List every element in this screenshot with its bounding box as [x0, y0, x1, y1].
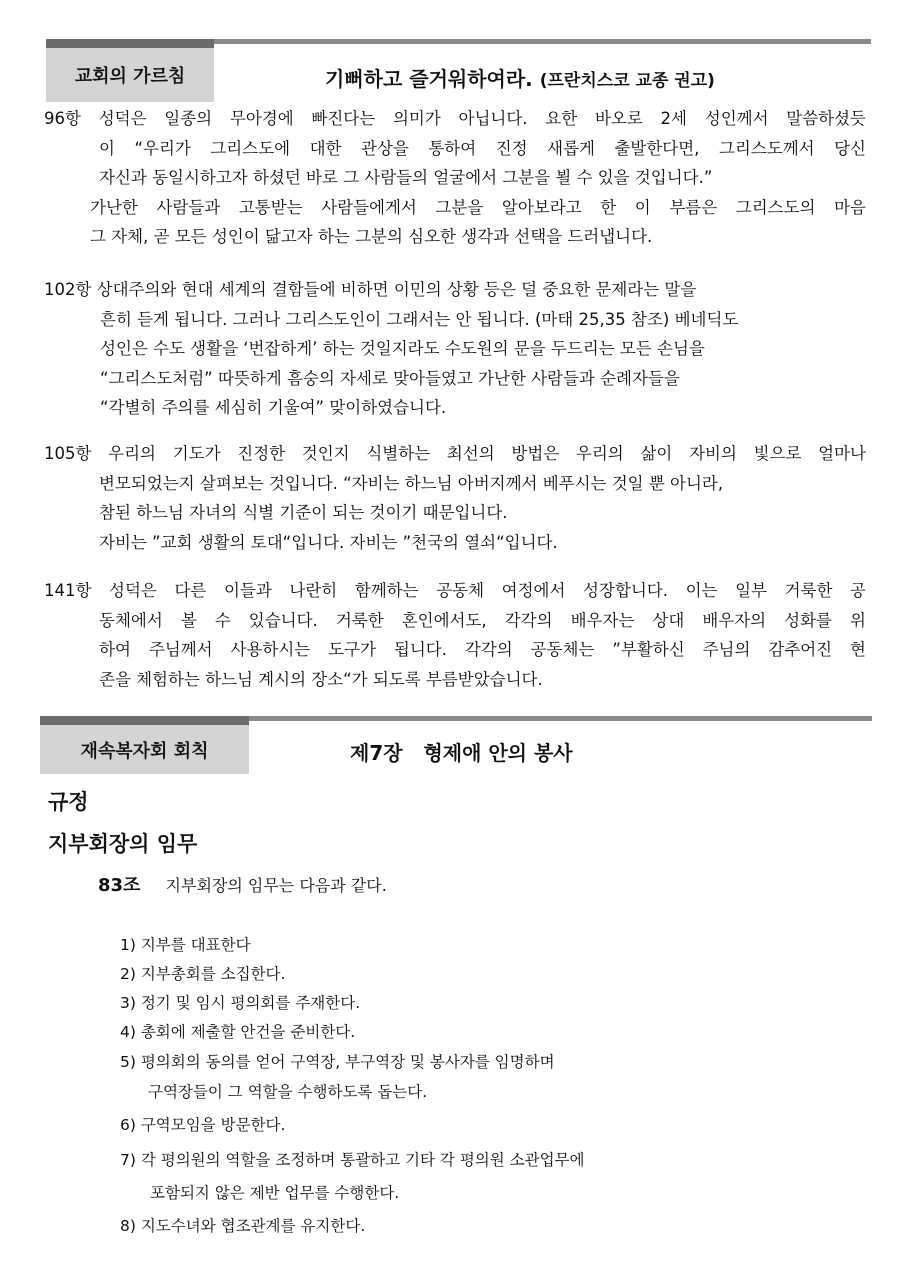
text-line: 하여 주님께서 사용하시는 도구가 됩니다. 각각의 공동체는 ”부활하신 주님의 감추어진 현	[99, 640, 866, 659]
text-line: 이 “우리가 그리스도에 대한 관상을 통하여 진정 새롭게 출발한다면, 그리스도께서 당신	[99, 138, 866, 158]
list-item: 1) 지부를 대표한다	[120, 936, 251, 954]
text-line: 자비는 ”교회 생활의 토대“입니다. 자비는 ”천국의 열쇠“입니다.	[99, 532, 558, 552]
text-line: 흔히 듣게 됩니다. 그러나 그리스도인이 그래서는 안 됩니다. (마태 25,35 참조) 베네딕도	[100, 309, 739, 329]
list-item: 3) 정기 및 임시 평의회를 주재한다.	[120, 994, 361, 1012]
section-tab: 재속복자회 회칙	[40, 725, 249, 774]
text-line: 자신과 동일시하고자 하셨던 바로 그 사람들의 얼굴에서 그분을 뵐 수 있을 것입니다.”	[99, 168, 713, 187]
article-number: 83조	[98, 875, 141, 896]
section-title: 제7장 형제애 안의 봉사	[350, 741, 573, 765]
paragraph-141	[44, 576, 866, 694]
list-item: 8) 지도수녀와 협조관계를 유지한다.	[120, 1217, 366, 1235]
text-line: 존을 체험하는 하느님 계시의 장소“가 되도록 부름받았습니다.	[99, 669, 543, 689]
list-item: 6) 구역모임을 방문한다.	[120, 1116, 286, 1134]
text-line: 102항 상대주의와 현대 세계의 결함들에 비하면 이민의 상황 등은 덜 중요한 문제라는 말을	[44, 280, 697, 299]
list-item: 2) 지부총회를 소집한다.	[120, 965, 286, 983]
text-line: 성인은 수도 생활을 ‘번잡하게’ 하는 것일지라도 수도원의 문을 두드리는 모든 손님을	[100, 339, 705, 358]
heading-duties: 지부회장의 임무	[48, 832, 198, 856]
article-83	[98, 871, 387, 897]
text-line: 그 자체, 곧 모든 성인이 닮고자 하는 그분의 심오한 생각과 선택을 드러냅니다.	[90, 227, 653, 246]
header-bar	[46, 39, 214, 48]
text-line: 변모되었는지 살펴보는 것입니다. “자비는 하느님 아버지께서 베푸시는 것일 뿐 아니라,	[99, 473, 724, 493]
text-line: “각별히 주의를 세심히 기울여” 맞이하였습니다.	[100, 398, 447, 417]
text-line: 참된 하느님 자녀의 식별 기준이 되는 것이기 때문입니다.	[99, 503, 508, 522]
section-tab: 교회의 가르침	[46, 48, 214, 102]
paragraph-96	[44, 104, 866, 252]
title-main: 기뻐하고 즐거워하여라.	[325, 67, 533, 91]
section-title	[325, 63, 715, 92]
text-line: 가난한 사람들과 고통받는 사람들에게서 그분을 알아보라고 한 이 부름은 그리스도의 마음	[90, 197, 866, 217]
heading-regulations: 규정	[48, 790, 89, 814]
title-sub: (프란치스코 교종 권고)	[539, 71, 715, 91]
header-rule	[249, 716, 872, 721]
text-line: 동체에서 볼 수 있습니다. 거룩한 혼인에서도, 각각의 배우자는 상대 배우자의 성화를 위	[99, 610, 866, 630]
text-line: 105항 우리의 기도가 진정한 것인지 식별하는 최선의 방법은 우리의 삶이 자비의 빛으로 얼마나	[44, 444, 866, 463]
article-text: 지부회장의 임무는 다음과 같다.	[165, 876, 387, 895]
paragraph-105	[44, 439, 866, 557]
text-line: 96항 성덕은 일종의 무아경에 빠진다는 의미가 아닙니다. 요한 바오로 2세 성인께서 말씀하셨듯	[44, 109, 866, 128]
header-bar	[40, 716, 249, 725]
list-item: 7) 각 평의원의 역할을 조정하며 통괄하고 기타 각 평의원 소관업무에	[120, 1151, 585, 1169]
header-rule	[214, 39, 871, 44]
paragraph-102	[44, 275, 866, 423]
text-line: “그리스도처럼” 따뜻하게 흠숭의 자세로 맞아들였고 가난한 사람들과 순례자들을	[100, 368, 680, 388]
list-item: 4) 총회에 제출할 안건을 준비한다.	[120, 1023, 356, 1041]
list-item: 5) 평의회의 동의를 얻어 구역장, 부구역장 및 봉사자를 임명하며	[120, 1053, 555, 1071]
text-line: 141항 성덕은 다른 이들과 나란히 함께하는 공동체 여정에서 성장합니다. 이는 일부 거룩한 공	[44, 581, 866, 600]
list-item-continuation: 구역장들이 그 역할을 수행하도록 돕는다.	[148, 1083, 428, 1101]
list-item-continuation: 포함되지 않은 제반 업무를 수행한다.	[150, 1184, 400, 1202]
